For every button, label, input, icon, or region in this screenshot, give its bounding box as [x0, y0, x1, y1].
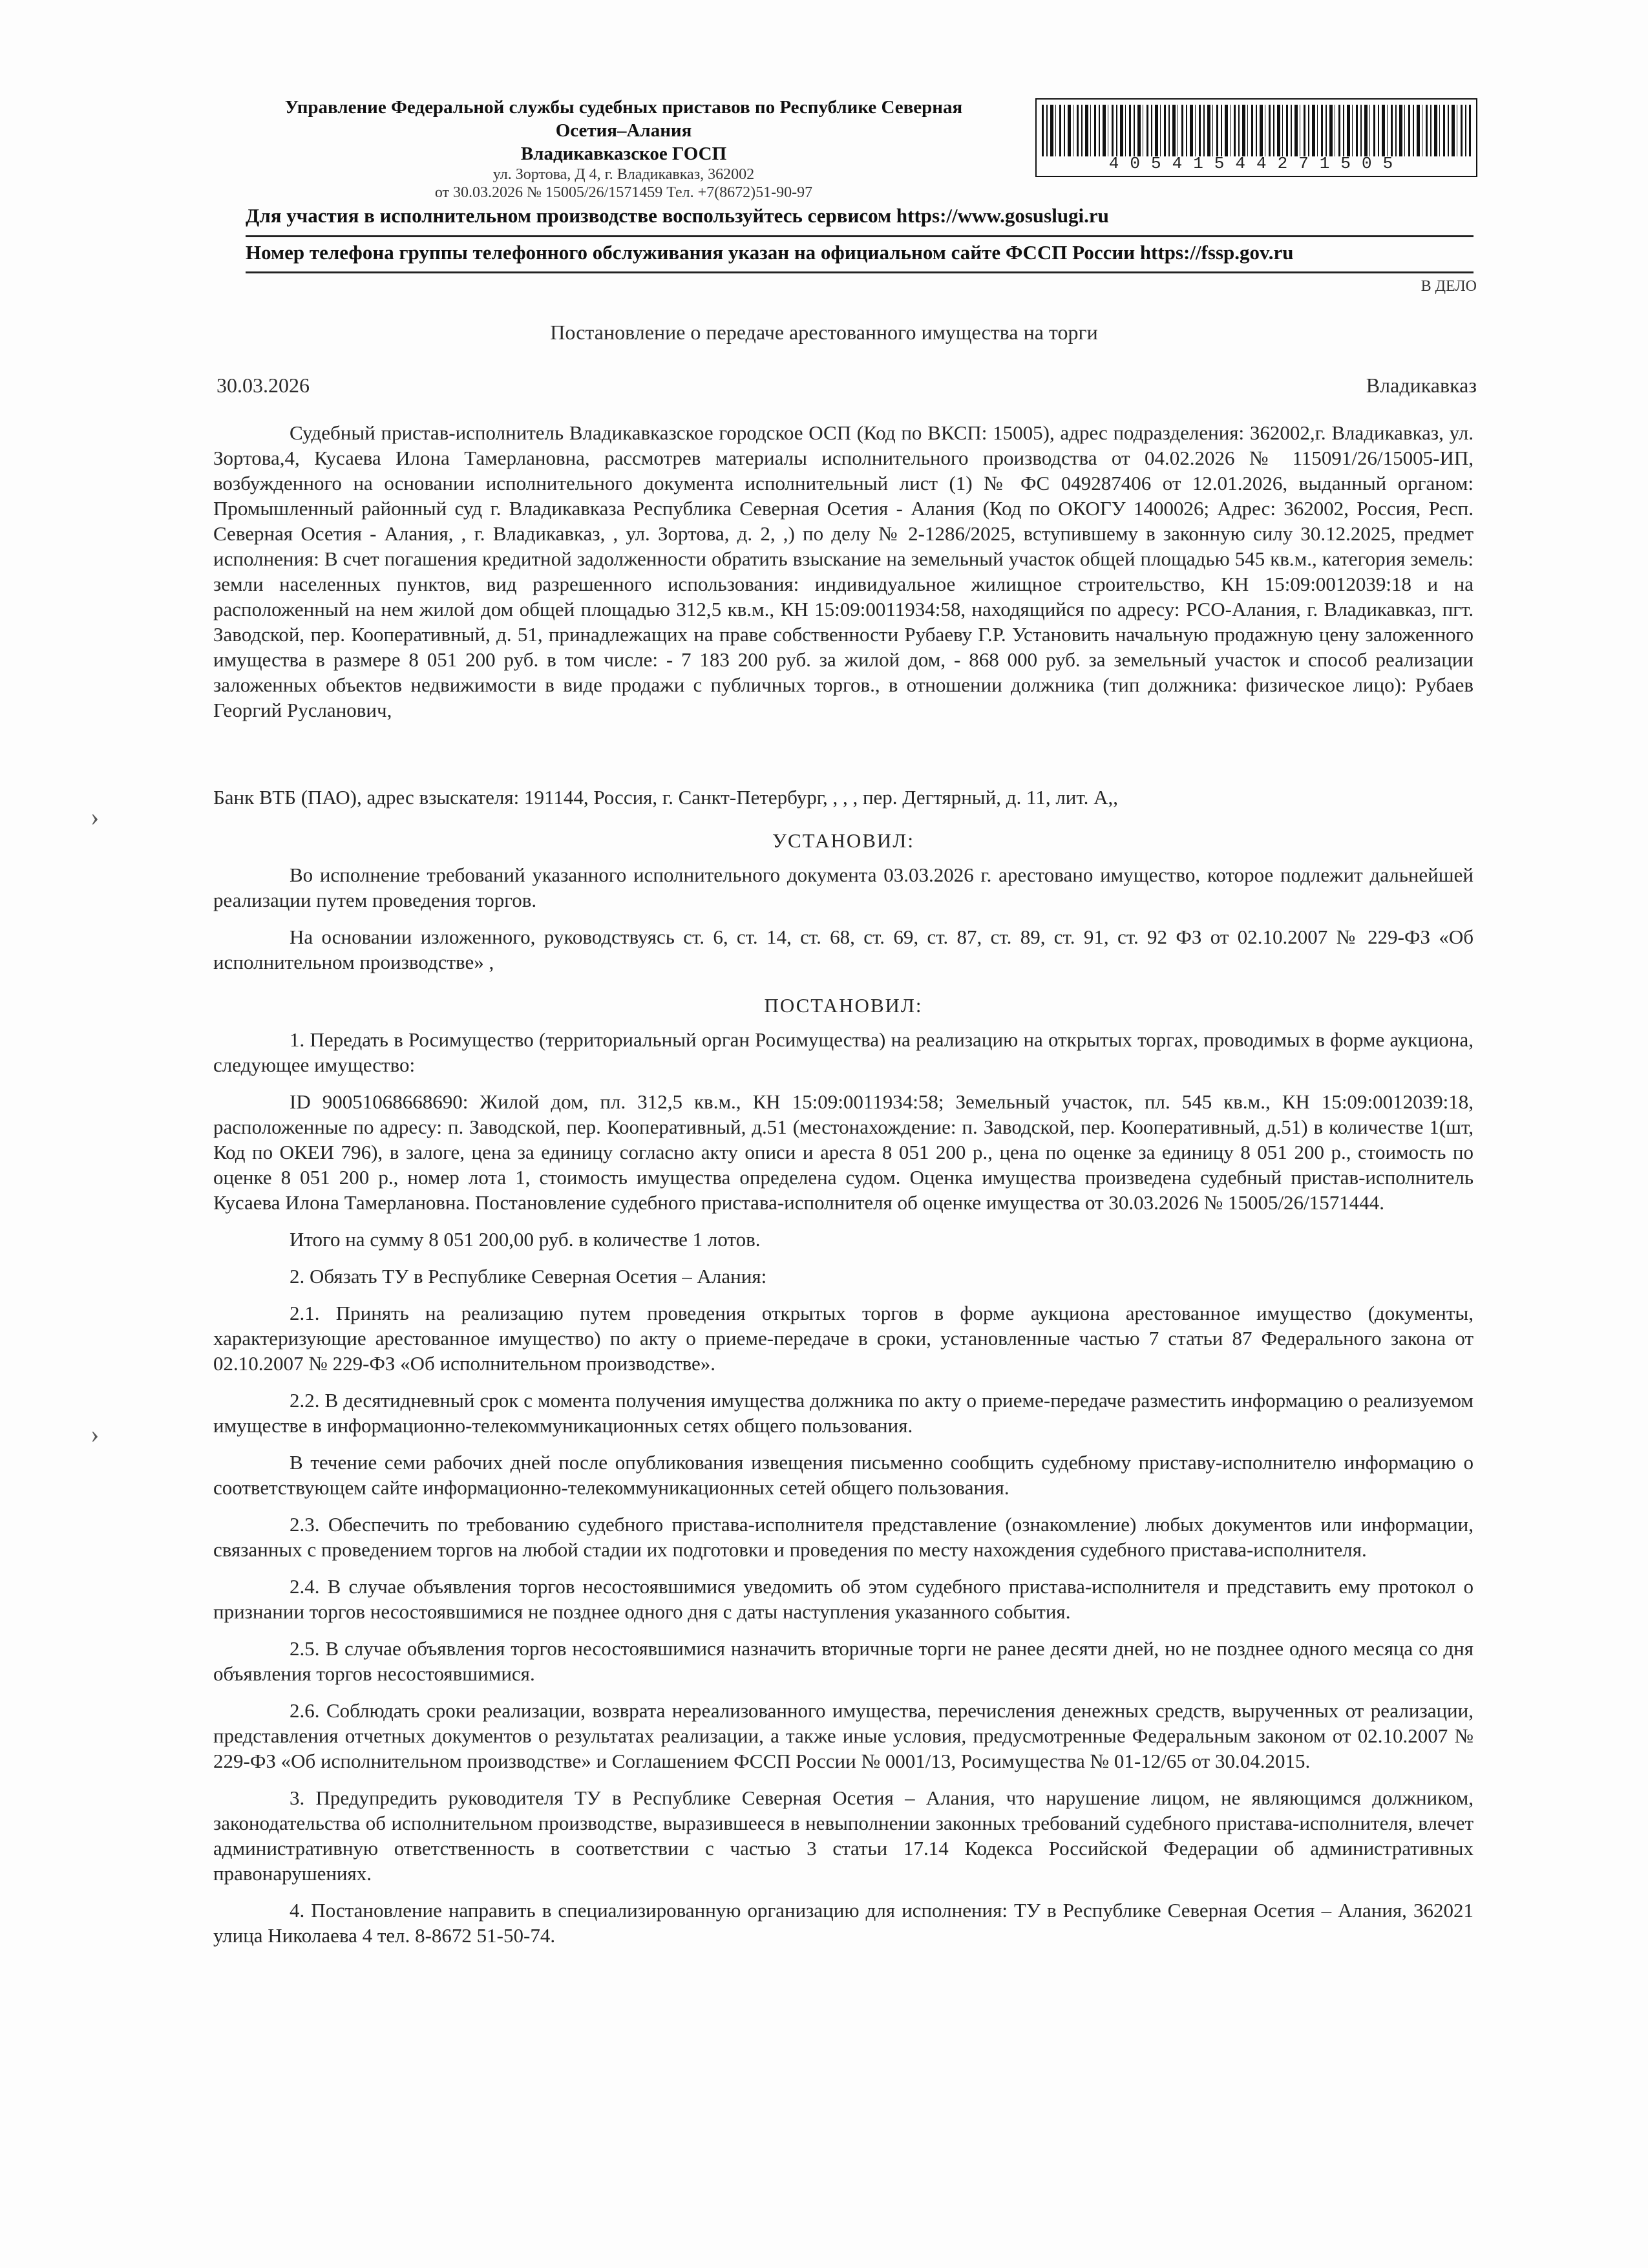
clause-1-total: Итого на сумму 8 051 200,00 руб. в количестве 1 лотов.	[290, 1228, 761, 1251]
clause-2-2-notice: В течение семи рабочих дней после опубликования извещения письменно сообщить судебному приставу-исполнителю информацию о соответствующем сайте информационно-телекоммуникационных сетей общего пользования.	[213, 1451, 1474, 1499]
gosuslugi-notice: Для участия в исполнительном производстве воспользуйтесь сервисом https://www.gosuslugi.ru	[246, 204, 1109, 227]
document-city: Владикавказ	[1366, 374, 1477, 397]
document-reference: от 30.03.2026 № 15005/26/1571459 Тел. +7(8672)51-90-97	[434, 184, 813, 201]
clause-2: 2. Обязать ТУ в Республике Северная Осетия – Алания:	[290, 1265, 767, 1288]
clause-2-6: 2.6. Соблюдать сроки реализации, возврата нереализованного имущества, перечисления денежных средств, вырученных от реализации, представления отчетных документов о результатах реализации, а также иные условия, предусмотренные Федеральным законом от 02.10.2007 № 229-ФЗ «Об исполнительном производстве» и Соглашением ФССП России № 0001/13, Росимущества № 01-12/65 от 30.04.2015.	[213, 1699, 1474, 1772]
fssp-phone-notice: Номер телефона группы телефонного обслуживания указан на официальном сайте ФССП России https://fssp.gov.ru	[246, 241, 1294, 264]
header-divider-bottom	[246, 271, 1474, 273]
issuer-address: ул. Зортова, Д 4, г. Владикавказ, 362002	[492, 166, 755, 183]
clause-2-4: 2.4. В случае объявления торгов несостоявшимися уведомить об этом судебного пристава-исполнителя и представить ему протокол о признании торгов несостоявшимися не позднее одного дня с даты наступления указанного события.	[213, 1575, 1474, 1623]
issuer-department: Владикавказское ГОСП	[520, 143, 727, 164]
date-place-row	[217, 374, 1477, 397]
clause-3: 3. Предупредить руководителя ТУ в Республике Северная Осетия – Алания, что нарушение лицом, не являющимся должником, законодательства об исполнительном производстве, выразившееся в невыполнении законных требований судебного пристава-исполнителя, влечет административную ответственность в соответствии с частью 3 статьи 17.14 Кодекса Российской Федерации об административных правонарушениях.	[213, 1786, 1474, 1885]
established-paragraph-2: На основании изложенного, руководствуясь ст. 6, ст. 14, ст. 68, ст. 69, ст. 87, ст. 89, ст. 91, ст. 92 ФЗ от 02.10.2007 № 229-ФЗ «Об исполнительном производстве» ,	[213, 926, 1474, 973]
issuer-name-line2: Осетия–Алания	[555, 120, 692, 141]
clause-2-2: 2.2. В десятидневный срок с момента получения имущества должника по акту о приеме-передаче разместить информацию о реализуемом имуществе в информационно-телекоммуникационных сетях общего пользования.	[213, 1389, 1474, 1437]
barcode-bars	[1042, 105, 1471, 156]
heading-established: УСТАНОВИЛ:	[772, 829, 914, 852]
clause-1-property: ID 90051068668690: Жилой дом, пл. 312,5 кв.м., КН 15:09:0011934:58; Земельный участок, пл. 545 кв.м., КН 15:09:0012039:18, расположенные по адресу: п. Заводской, пер. Кооперативный, д.51 (местонахождение: п. Заводской, пер. Кооперативный, д.51) в количестве 1(шт, Код по ОКЕИ 796), в залоге, цена за единицу согласно акту описи и ареста 8 051 200 р., цена по оценке за единицу 8 051 200 р., стоимость по оценке 8 051 200 р., номер лота 1, стоимость имущества определена судом. Оценка имущества произведена судебный пристав-исполнитель Кусаева Илона Тамерлановна. Постановление судебного пристава-исполнителя об оценке имущества от 30.03.2026 № 15005/26/1571444.	[213, 1090, 1474, 1214]
clause-2-1: 2.1. Принять на реализацию путем проведения открытых торгов в форме аукциона арестованное имущество (документы, характеризующие арестованное имущество) по акту о приеме-передаче в сроки, установленные частью 7 статьи 87 Федерального закона от 02.10.2007 № 229-ФЗ «Об исполнительном производстве».	[213, 1302, 1474, 1375]
document-body	[213, 420, 1474, 1960]
scan-artifact-mark: ›	[90, 802, 100, 831]
document-date: 30.03.2026	[217, 374, 310, 397]
clause-2-5: 2.5. В случае объявления торгов несостоявшимися назначить вторичные торги не ранее десяти дней, но не позднее одного месяца со дня объявления торгов несостоявшимися.	[213, 1637, 1474, 1685]
redacted-area	[213, 734, 1474, 785]
clause-1: 1. Передать в Росимущество (территориальный орган Росимущества) на реализацию на открытых торгах, проводимых в форме аукциона, следующее имущество:	[213, 1028, 1474, 1076]
issuer-name-line1: Управление Федеральной службы судебных приставов по Республике Северная	[284, 97, 963, 118]
established-paragraph-1: Во исполнение требований указанного исполнительного документа 03.03.2026 г. арестовано имущество, которое подлежит дальнейшей реализации путем проведения торгов.	[213, 864, 1474, 911]
issuer-block	[194, 96, 1053, 202]
header-divider	[246, 235, 1474, 237]
clause-2-3: 2.3. Обеспечить по требованию судебного пристава-исполнителя представление (ознакомление) любых документов или информации, связанных с проведением торгов на любой стадии их подготовки и проведения по месту нахождения судебного пристава-исполнителя.	[213, 1513, 1474, 1561]
heading-ruled: ПОСТАНОВИЛ:	[764, 994, 923, 1017]
scan-artifact-mark: ›	[90, 1419, 100, 1448]
clause-4: 4. Постановление направить в специализированную организацию для исполнения: ТУ в Республике Северная Осетия – Алания, 362021 улица Николаева 4 тел. 8-8672 51-50-74.	[213, 1899, 1474, 1947]
barcode-number: 40541544271505	[1108, 154, 1404, 173]
intro-paragraph: Судебный пристав-исполнитель Владикавказское городское ОСП (Код по ВКСП: 15005), адрес подразделения: 362002,г. Владикавказ, ул. Зортова,4, Кусаева Илона Тамерлановна, рассмотрев материалы исполнительного производства от 04.02.2026 № 115091/26/15005-ИП, возбужденного на основании исполнительного документа исполнительный лист (1) № ФС 049287406 от 12.01.2026, выданный органом: Промышленный районный суд г. Владикавказа Республика Северная Осетия - Алания (Код по ОКОГУ 1400026; Адрес: 362002, Россия, Респ. Северная Осетия - Алания, , г. Владикавказ, , ул. Зортова, д. 2, ,) по делу № 2-1286/2025, вступившему в законную силу 30.12.2025, предмет исполнения: В счет погашения кредитной задолженности обратить взыскание на земельный участок общей площадью 545 кв.м., категория земель: земли населенных пунктов, вид разрешенного использования: индивидуальное жилищное строительство, КН 15:09:0012039:18 и на расположенный на нем жилой дом общей площадью 312,5 кв.м., КН 15:09:0011934:58, находящийся по адресу: РСО-Алания, г. Владикавказ, пгт. Заводской, пер. Кооперативный, д. 51, принадлежащих на праве собственности Рубаеву Г.Р. Установить начальную продажную цену заложенного имущества в размере 8 051 200 руб. в том числе: - 7 183 200 руб. за жилой дом, - 868 000 руб. за земельный участок и способ реализации заложенных объектов недвижимости в виде продажи с публичных торгов., в отношении должника (тип должника: физическое лицо): Рубаев Георгий Русланович,	[213, 421, 1474, 721]
intro-tail: Банк ВТБ (ПАО), адрес взыскателя: 191144, Россия, г. Санкт-Петербург, , , , пер. Дегтярный, д. 11, лит. А,,	[213, 786, 1118, 809]
barcode	[1035, 98, 1477, 177]
document-title: Постановление о передаче арестованного имущества на торги	[550, 321, 1098, 344]
filing-mark: В ДЕЛО	[1421, 278, 1477, 295]
